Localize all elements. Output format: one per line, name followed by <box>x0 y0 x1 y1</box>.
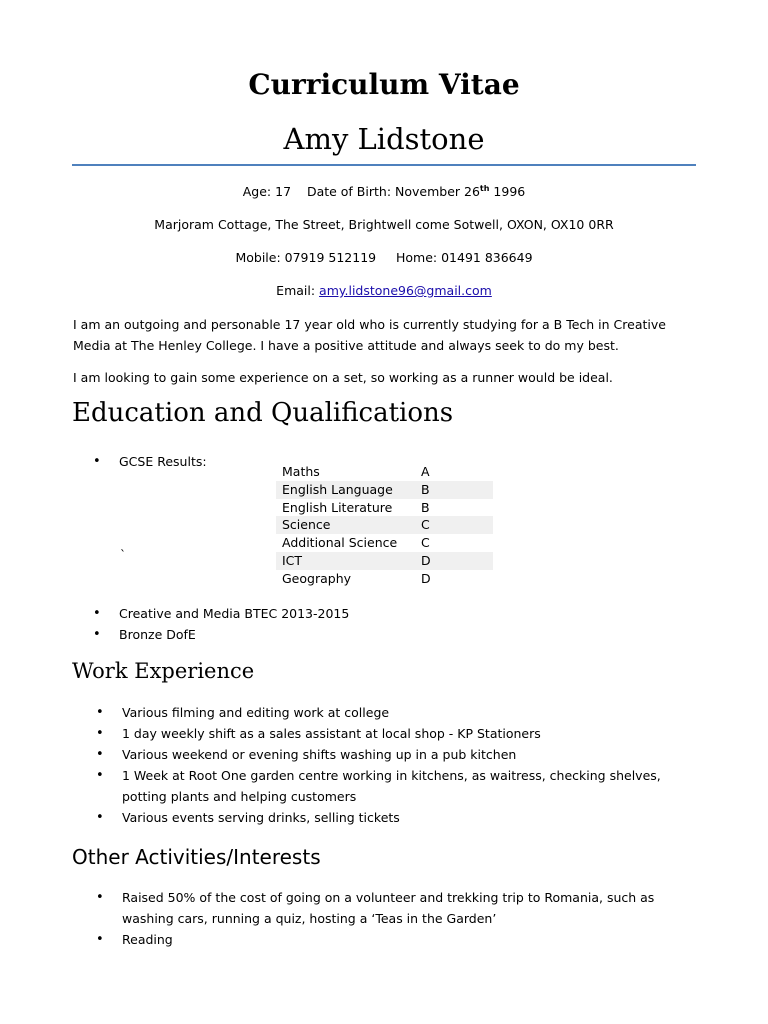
table-row <box>276 516 493 534</box>
work-heading: Work Experience <box>72 659 255 683</box>
grade: B <box>421 481 430 497</box>
subject: ICT <box>282 552 303 568</box>
dob-year: 1996 <box>489 184 526 199</box>
candidate-name: Amy Lidstone <box>283 122 485 156</box>
table-row <box>276 463 493 481</box>
list-item <box>96 723 696 744</box>
grade: C <box>421 517 430 533</box>
bullet-icon: • <box>96 890 104 905</box>
bullet-icon: • <box>93 606 101 621</box>
table-row <box>276 499 493 517</box>
list-item-text: Various filming and editing work at college <box>122 705 390 720</box>
bullet-icon: • <box>96 705 104 720</box>
education-heading: Education and Qualifications <box>72 398 454 428</box>
table-row <box>276 552 493 570</box>
bullet-icon: • <box>96 726 104 741</box>
subject: Maths <box>282 464 320 479</box>
stray-mark: ` <box>120 548 126 562</box>
address: Marjoram Cottage, The Street, Brightwell come Sotwell, OXON, OX10 0RR <box>154 217 614 232</box>
subject: Science <box>282 517 331 533</box>
list-item-text: Various weekend or evening shifts washing up in a pub kitchen <box>122 747 517 762</box>
grade: A <box>421 464 430 479</box>
mobile-number: Mobile: 07919 512119 <box>235 250 377 265</box>
bullet-icon: • <box>96 768 104 783</box>
gcse-results-table <box>276 463 493 588</box>
bullet-icon: • <box>96 810 104 825</box>
work-list <box>96 702 696 828</box>
email-line <box>0 283 768 298</box>
bullet-icon: • <box>96 747 104 762</box>
bullet-icon: • <box>93 627 101 642</box>
education-item-text: Bronze DofE <box>119 627 196 642</box>
list-item-text: 1 Week at Root One garden centre working in kitchens, as waitress, checking shelves, potting plants and helping customers <box>122 768 661 804</box>
dob-suffix: th <box>479 184 490 193</box>
home-number: Home: 01491 836649 <box>395 250 533 265</box>
interests-list <box>96 887 696 950</box>
interests-heading: Other Activities/Interests <box>72 845 321 869</box>
list-item <box>96 765 696 807</box>
subject: English Literature <box>282 499 393 515</box>
table-row <box>276 534 493 552</box>
grade: C <box>421 535 430 551</box>
gcse-label: GCSE Results: <box>119 454 207 469</box>
bullet-icon: • <box>96 932 104 947</box>
email-label: Email: <box>276 283 320 298</box>
list-item-text: Various events serving drinks, selling tickets <box>122 810 400 825</box>
subject: Additional Science <box>282 535 398 551</box>
education-item-text: Creative and Media BTEC 2013-2015 <box>119 606 350 621</box>
grade: D <box>421 552 431 568</box>
phone-line <box>0 250 768 265</box>
dob-text: Date of Birth: November 26 <box>306 184 480 199</box>
cv-title: Curriculum Vitae <box>248 68 520 101</box>
profile-paragraph-1: I am an outgoing and personable 17 year old who is currently studying for a B Tech in Creative Media at The Henley College. I have a positive attitude and always seek to do my best. <box>73 317 666 353</box>
list-item <box>96 744 696 765</box>
age-dob-line <box>0 184 768 199</box>
subject: English Language <box>282 481 393 497</box>
email-link[interactable]: amy.lidstone96@gmail.com <box>319 283 492 298</box>
table-row <box>276 481 493 499</box>
grade: D <box>421 570 431 586</box>
grade: B <box>421 499 430 515</box>
list-item-text: 1 day weekly shift as a sales assistant at local shop - KP Stationers <box>122 726 541 741</box>
bullet-icon: • <box>93 454 101 469</box>
profile-paragraph-2: I am looking to gain some experience on a set, so working as a runner would be ideal. <box>73 370 613 385</box>
subject: Geography <box>282 570 352 586</box>
list-item <box>96 887 696 929</box>
age: Age: 17 <box>242 184 292 199</box>
list-item <box>96 929 696 950</box>
list-item-text: Raised 50% of the cost of going on a volunteer and trekking trip to Romania, such as washing cars, running a quiz, hosting a ‘Teas in the Garden’ <box>122 890 655 926</box>
table-row <box>276 570 493 588</box>
list-item <box>96 807 696 828</box>
list-item <box>96 702 696 723</box>
header-divider <box>72 164 696 166</box>
list-item-text: Reading <box>122 932 173 947</box>
